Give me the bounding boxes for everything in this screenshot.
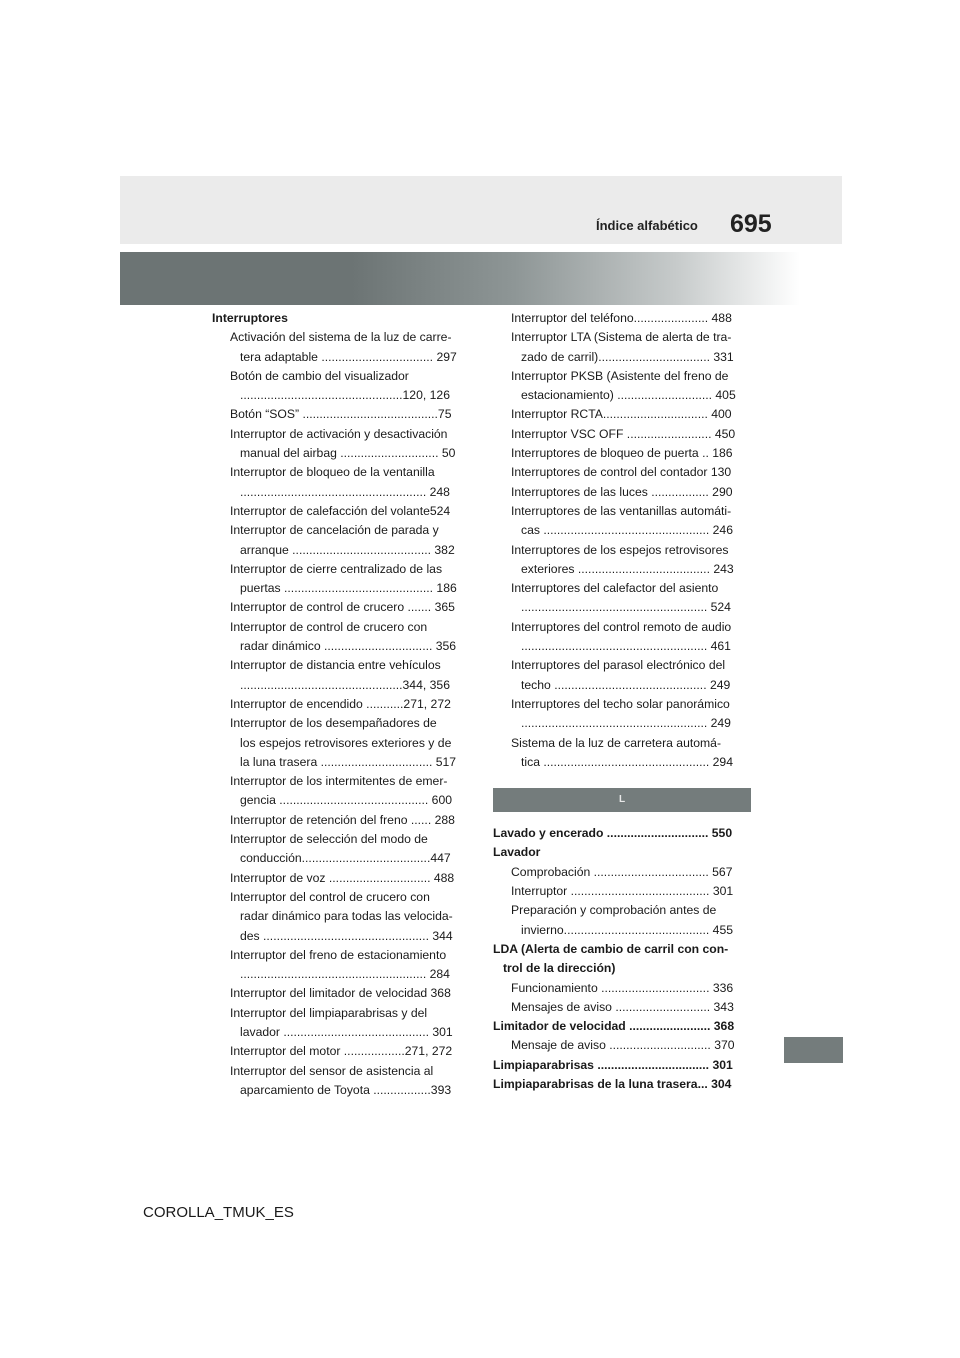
index-entry xyxy=(493,656,751,695)
index-entry xyxy=(493,483,751,502)
index-entry-line: Interruptor LTA (Sistema de alerta de tra- xyxy=(511,330,732,345)
index-entry xyxy=(212,888,464,946)
index-entry-line: Mensajes de aviso ............................ 343 xyxy=(511,999,734,1014)
index-entry xyxy=(212,328,464,367)
index-entry-line: radar dinámico ................................ 356 xyxy=(240,639,457,654)
index-entry xyxy=(212,869,464,888)
index-entry-line: Interruptores xyxy=(212,311,288,325)
index-entry xyxy=(493,843,751,862)
index-entry-line: Limpiaparabrisas de la luna trasera... 304 xyxy=(493,1076,732,1091)
index-entry-line: Interruptor de activación y desactivación xyxy=(230,426,448,441)
index-entry-line: Interruptor del limpiaparabrisas y del xyxy=(230,1005,428,1020)
index-entry-line: Sistema de la luz de carretera automá- xyxy=(511,735,721,750)
index-entry xyxy=(493,998,751,1017)
index-entry-line: Botón de cambio del visualizador xyxy=(230,368,409,383)
index-entry xyxy=(212,618,464,657)
index-entry-line: Interruptor del freno de estacionamiento xyxy=(230,947,447,962)
index-entry-line: Interruptor PKSB (Asistente del freno de xyxy=(511,368,729,383)
index-entry-line: cas ................................................. 246 xyxy=(521,523,733,538)
index-entry-line: Interruptores de los espejos retrovisores xyxy=(511,542,729,557)
index-entry-line: Interruptores del techo solar panorámico xyxy=(511,696,730,711)
index-entry-line: Interruptor de control de crucero con xyxy=(230,619,428,634)
index-entry-line: tica ................................................. 294 xyxy=(521,754,733,769)
index-entry-line: lavador ........................................... 301 xyxy=(240,1024,453,1039)
index-entry-line: ....................................................... 248 xyxy=(240,484,450,499)
index-entry-line: invierno........................................... 455 xyxy=(521,922,734,937)
index-entry xyxy=(493,882,751,901)
index-entry-line: Interruptor del control de crucero con xyxy=(230,889,430,904)
index-entry xyxy=(493,463,751,482)
index-entry xyxy=(493,1036,751,1055)
index-entry xyxy=(212,560,464,599)
index-entry xyxy=(212,1062,464,1101)
index-entry-line: ................................................344, 356 xyxy=(240,677,450,692)
index-entry-line: Activación del sistema de la luz de carre- xyxy=(230,330,452,345)
index-entry-line: manual del airbag ............................. 50 xyxy=(240,446,456,461)
index-entry xyxy=(493,979,751,998)
index-entry xyxy=(493,1017,751,1036)
document-code: COROLLA_TMUK_ES xyxy=(143,1204,294,1221)
index-entry xyxy=(493,824,751,843)
index-entry xyxy=(493,541,751,580)
index-entry-line: Interruptor del limitador de velocidad 368 xyxy=(230,986,451,1001)
index-entry-line: Interruptor de encendido ...........271, 272 xyxy=(230,696,451,711)
index-entry-line: Limpiaparabrisas ................................. 301 xyxy=(493,1057,733,1072)
index-entry-line: Limitador de velocidad ........................ 368 xyxy=(493,1019,735,1034)
index-entry xyxy=(493,940,751,979)
index-entry-line: la luna trasera ................................. 517 xyxy=(240,754,457,769)
index-group-l xyxy=(493,824,751,1094)
index-entry-line: Interruptores de las ventanillas automáti- xyxy=(511,503,732,518)
index-entry xyxy=(212,830,464,869)
index-entry xyxy=(212,695,464,714)
index-entry-line: Interruptores del parasol electrónico del xyxy=(511,658,726,673)
index-entry xyxy=(493,405,751,424)
index-entry-line: Interruptores del calefactor del asiento xyxy=(511,581,719,596)
index-entry-line: conducción......................................447 xyxy=(240,851,451,866)
index-entry-line: Interruptor de bloqueo de la ventanilla xyxy=(230,465,435,480)
index-entry-line: trol de la dirección) xyxy=(503,961,616,976)
index-entry-line: Lavador xyxy=(493,845,541,860)
index-entry-line: des ................................................. 344 xyxy=(240,928,453,943)
side-thumb-tab xyxy=(784,1037,843,1063)
index-entry-line: ....................................................... 524 xyxy=(521,600,731,615)
index-entry-line: Lavado y encerado .............................. 550 xyxy=(493,826,733,841)
index-entry xyxy=(212,405,464,424)
index-entry xyxy=(493,444,751,463)
index-entry-line: Interruptores de bloqueo de puerta .. 186 xyxy=(511,446,733,461)
index-entry-line: LDA (Alerta de cambio de carril con con- xyxy=(493,941,729,956)
index-entry-line: Interruptor VSC OFF ......................... 450 xyxy=(511,426,736,441)
index-entry-line: techo ............................................. 249 xyxy=(521,677,731,692)
index-entry-line: Interruptor de cierre centralizado de las xyxy=(230,561,443,576)
index-entry xyxy=(212,714,464,772)
index-entry-line: Funcionamiento ................................ 336 xyxy=(511,980,734,995)
index-entry xyxy=(493,618,751,657)
index-entry xyxy=(493,579,751,618)
index-entry xyxy=(493,328,751,367)
index-entry xyxy=(493,734,751,773)
index-entry-line: ....................................................... 461 xyxy=(521,639,731,654)
index-entry xyxy=(493,1056,751,1075)
header-gradient-bar xyxy=(120,252,800,305)
index-entry-line: Interruptor de retención del freno ...... 288 xyxy=(230,812,455,827)
index-entry-line: Interruptor de selección del modo de xyxy=(230,832,428,847)
index-entry-line: Interruptores del control remoto de audio xyxy=(511,619,732,634)
index-entry-line: Interruptor del teléfono...................... 488 xyxy=(511,311,732,325)
index-entry-line: Interruptor de control de crucero ....... 365 xyxy=(230,600,455,615)
index-entry-line: Interruptores de control del contador 130 xyxy=(511,465,732,480)
index-entry-line: Preparación y comprobación antes de xyxy=(511,903,717,918)
index-entry xyxy=(212,1042,464,1061)
index-entry xyxy=(493,695,751,734)
index-entry-line: puertas ............................................ 186 xyxy=(240,581,457,596)
index-entry xyxy=(212,984,464,1003)
index-entry-line: Botón “SOS” ........................................75 xyxy=(230,407,452,422)
index-entry-line: zado de carril)................................. 331 xyxy=(521,349,734,364)
index-column-right xyxy=(493,309,751,1094)
index-entry xyxy=(493,367,751,406)
index-entry-line: Interruptor de los desempañadores de xyxy=(230,716,437,731)
index-entry-line: aparcamiento de Toyota .................393 xyxy=(240,1082,452,1097)
index-entry-line: ....................................................... 284 xyxy=(240,967,450,982)
index-entry xyxy=(212,521,464,560)
index-entry-line: los espejos retrovisores exteriores y de xyxy=(240,735,452,750)
index-entry-line: Interruptores de las luces ................. 290 xyxy=(511,484,733,499)
index-entry-line: gencia ............................................ 600 xyxy=(240,793,453,808)
index-entry-line: Interruptor de los intermitentes de emer- xyxy=(230,774,448,789)
index-entry-line: exteriores ....................................... 243 xyxy=(521,561,734,576)
index-entry-line: Interruptor de voz .............................. 488 xyxy=(230,870,455,885)
index-entry xyxy=(212,463,464,502)
index-entry xyxy=(493,1075,751,1094)
index-entry-line: ....................................................... 249 xyxy=(521,716,731,731)
index-entry-line: Mensaje de aviso .............................. 370 xyxy=(511,1038,735,1053)
index-entry-line: arranque ......................................... 382 xyxy=(240,542,455,557)
index-entry-line: Comprobación .................................. 567 xyxy=(511,864,733,879)
index-column-left xyxy=(212,309,464,1100)
index-entry xyxy=(212,309,464,328)
index-entry xyxy=(212,598,464,617)
index-entry-line: estacionamiento) ............................ 405 xyxy=(521,388,736,403)
index-entry xyxy=(493,901,751,940)
index-entry-line: Interruptor de distancia entre vehículos xyxy=(230,658,441,673)
index-entry xyxy=(493,425,751,444)
index-entry xyxy=(212,425,464,464)
index-entry xyxy=(212,367,464,406)
index-entry-line: Interruptor del motor ..................271, 272 xyxy=(230,1044,453,1059)
index-entry xyxy=(493,502,751,541)
index-entry-line: ................................................120, 126 xyxy=(240,388,450,403)
section-title: Índice alfabético xyxy=(596,218,698,233)
index-entry xyxy=(212,946,464,985)
index-entry xyxy=(212,772,464,811)
index-entry xyxy=(212,1004,464,1043)
index-entry-line: Interruptor ......................................... 301 xyxy=(511,884,734,899)
index-entry xyxy=(493,309,751,328)
index-group-interruptores-cont xyxy=(493,309,751,772)
index-entry-line: tera adaptable ................................. 297 xyxy=(240,349,457,364)
index-entry xyxy=(212,502,464,521)
index-entry xyxy=(212,811,464,830)
index-entry-line: Interruptor RCTA............................... 400 xyxy=(511,407,732,422)
section-letter-bar: L xyxy=(493,788,751,812)
index-entry xyxy=(212,656,464,695)
index-entry-line: Interruptor de calefacción del volante524 xyxy=(230,503,451,518)
index-entry-line: Interruptor del sensor de asistencia al xyxy=(230,1063,434,1078)
index-entry-line: Interruptor de cancelación de parada y xyxy=(230,523,439,538)
index-entry-line: radar dinámico para todas las velocida- xyxy=(240,909,453,924)
page-number: 695 xyxy=(730,210,772,238)
index-entry xyxy=(493,863,751,882)
